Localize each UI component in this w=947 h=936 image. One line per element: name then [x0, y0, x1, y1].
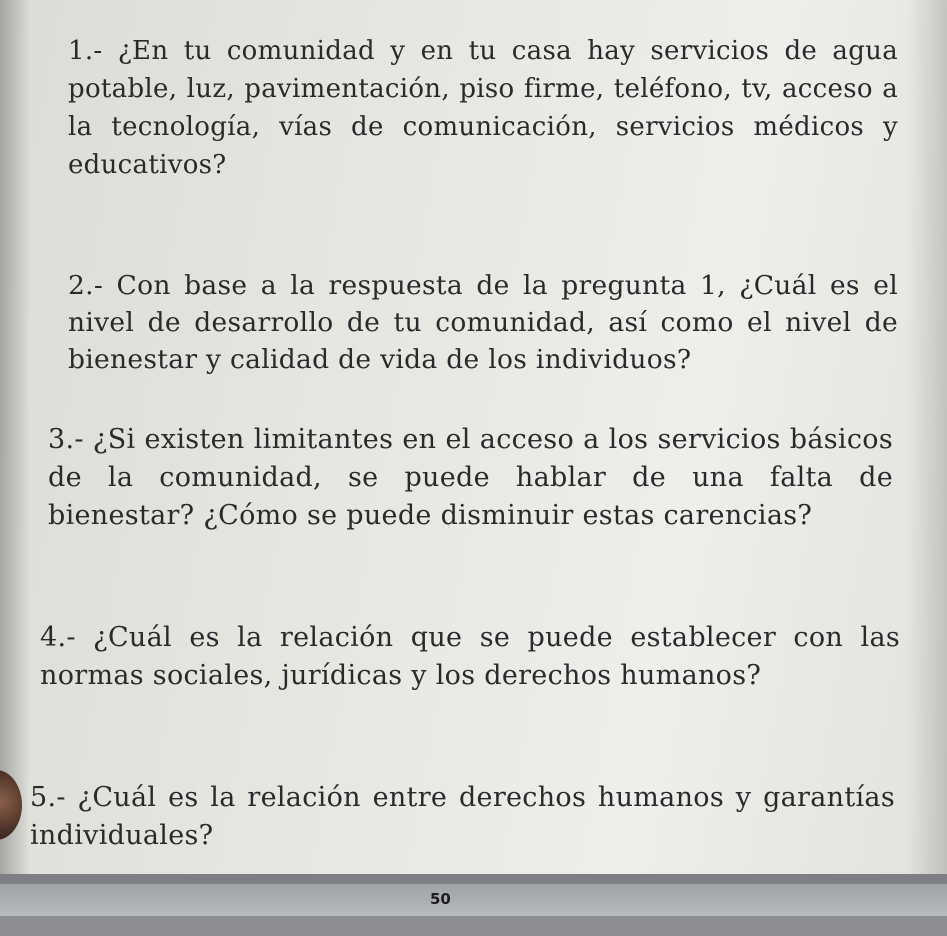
- footer-band-dark: [0, 874, 947, 884]
- footer-band: [0, 884, 947, 916]
- question-2: 2.- Con base a la respuesta de la pregunta 1, ¿Cuál es el nivel de desarrollo de tu comunidad, así como el nivel de bienestar y calidad de vida de los individuos?: [68, 269, 898, 375]
- page-shadow-right: [907, 0, 947, 936]
- question-1: 1.- ¿En tu comunidad y en tu casa hay servicios de agua potable, luz, pavimentación, piso firme, teléfono, tv, acceso a la tecnología, vías de comunicación, servicios médicos y educativos?: [68, 36, 898, 180]
- question-3: 3.- ¿Si existen limitantes en el acceso a los servicios básicos de la comunidad, se puede hablar de una falta de bienestar? ¿Cómo se puede disminuir estas carencias?: [48, 424, 893, 531]
- page-number: 50: [430, 890, 451, 908]
- footer-band-bottom: [0, 916, 947, 936]
- question-5: 5.- ¿Cuál es la relación entre derechos humanos y garantías individuales?: [30, 782, 895, 851]
- question-4: 4.- ¿Cuál es la relación que se puede establecer con las normas sociales, jurídicas y los derechos humanos?: [40, 622, 900, 691]
